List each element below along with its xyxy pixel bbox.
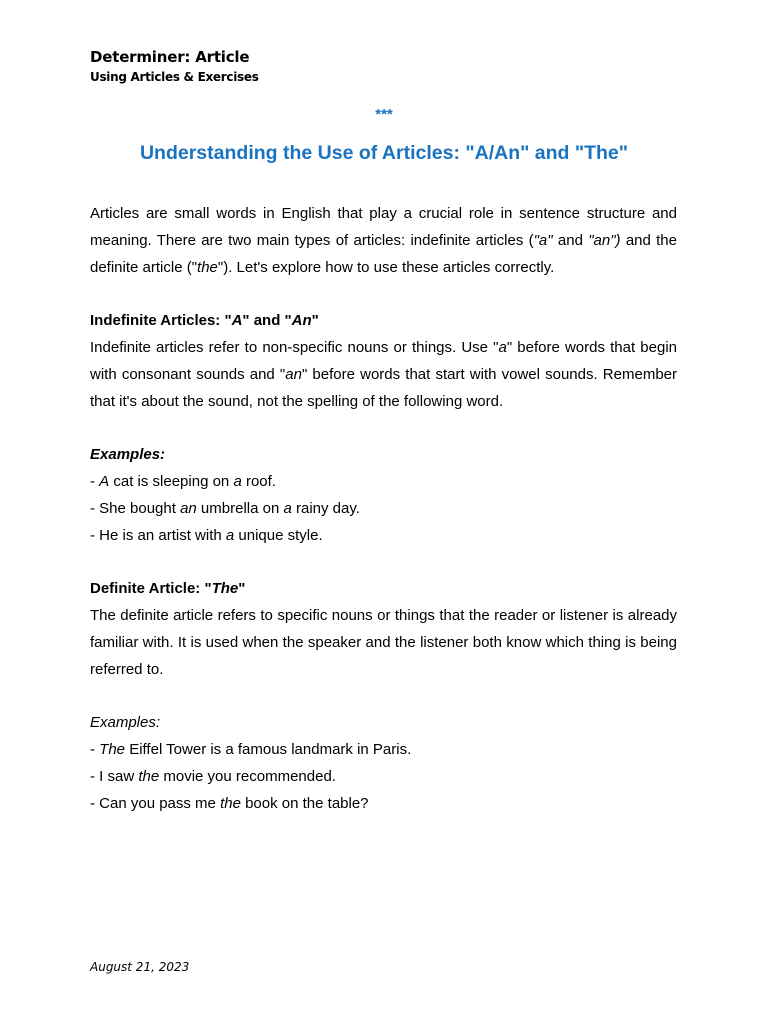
indefinite-examples-label: Examples: [90,446,166,464]
indefinite-heading: Indefinite Articles: "A" and "An" [90,312,319,330]
list-item: - She bought an umbrella on a rainy day. [90,499,360,517]
intro-paragraph: Articles are small words in English that play a crucial role in sentence structure and meaning. There are two main types of articles: indefinite articles ("a" and "an") and the definite article ("the"). Let's explore how to use these articles correctly. [90,205,677,276]
list-item: - A cat is sleeping on a roof. [90,472,276,490]
section-separator: *** [375,106,393,123]
definite-paragraph: The definite article refers to specific nouns or things that the reader or listener is already familiar with. It is used when the speaker and the listener both know which thing is being referred to. [90,606,677,678]
document-body [90,201,677,817]
definite-heading: Definite Article: "The" [90,580,246,598]
list-item: - He is an artist with a unique style. [90,526,323,544]
list-item: - Can you pass me the book on the table? [90,794,369,812]
main-heading: Understanding the Use of Articles: "A/An" and "The" [139,142,629,164]
footer-date: August 21, 2023 [90,960,190,974]
indefinite-paragraph: Indefinite articles refer to non-specific nouns or things. Use "a" before words that begin with consonant sounds and "an" before words that start with vowel sounds. Remember that it's about the sound, not the spelling of the following word. [90,338,677,410]
doc-title: Determiner: Article [90,48,250,66]
list-item: - The Eiffel Tower is a famous landmark in Paris. [90,740,412,758]
doc-subtitle: Using Articles & Exercises [90,70,259,84]
list-item: - I saw the movie you recommended. [90,767,336,785]
definite-examples-label: Examples: [90,714,161,732]
